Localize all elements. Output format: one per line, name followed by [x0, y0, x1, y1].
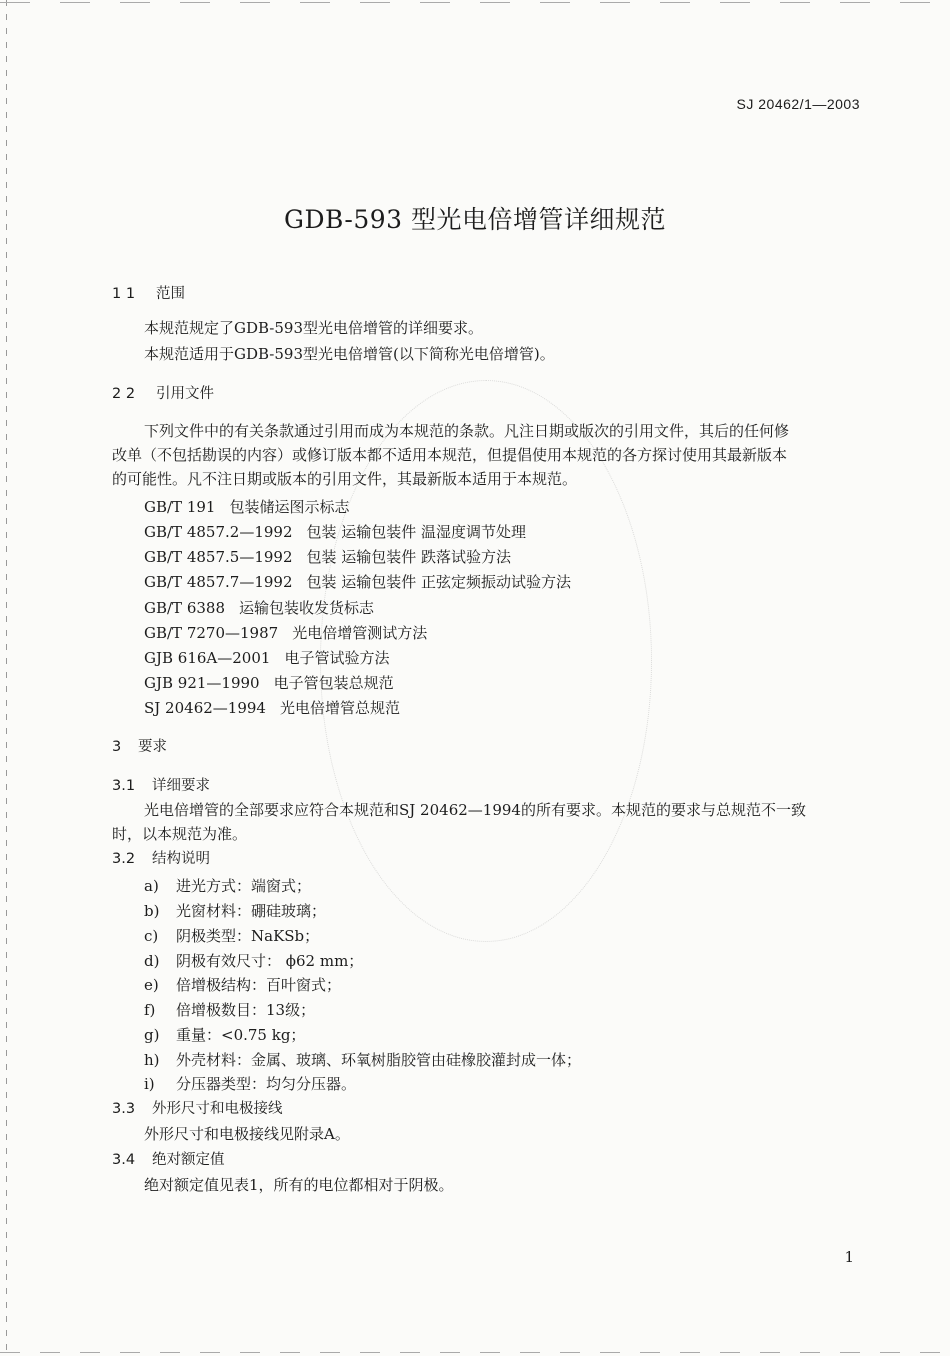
section-title: 外形尺寸和电极接线 [152, 1101, 283, 1117]
reference-title: 包装 运输包装件 正弦定频振动试验方法 [306, 573, 572, 591]
list-item [144, 1050, 581, 1070]
doc-code: SJ 20462/1—2003 [736, 96, 860, 112]
item-letter: b) [144, 902, 160, 920]
item-text: 倍增极结构：百叶窗式； [176, 976, 342, 994]
section-number: 3.2 [112, 851, 136, 867]
item-text: 重量：<0.75 kg； [176, 1026, 306, 1044]
section-number: 3 [112, 739, 122, 755]
paragraph: 本规范规定了GDB-593型光电倍增管的详细要求。 [144, 319, 484, 337]
section-title: 详细要求 [152, 778, 210, 794]
reference-item [144, 572, 571, 592]
reference-item [144, 547, 511, 567]
page-number: 1 [844, 1248, 854, 1266]
paragraph-line: 光电倍增管的全部要求应符合本规范和SJ 20462—1994的所有要求。本规范的要求与总规范不一致 [144, 801, 806, 819]
section-2-heading [112, 384, 214, 404]
section-title: 绝对额定值 [152, 1152, 225, 1168]
item-text: 进光方式：端窗式； [176, 877, 312, 895]
scan-edge-bottom [0, 1352, 950, 1353]
scan-edge-top [0, 2, 950, 3]
reference-code: GB/T 4857.5—1992 [144, 548, 293, 566]
item-text: 阴极类型：NaKSb； [176, 927, 320, 945]
list-item [144, 1074, 356, 1094]
item-text: 分压器类型：均匀分压器。 [176, 1075, 357, 1093]
paragraph-line: 的可能性。凡不注日期或版本的引用文件，其最新版本适用于本规范。 [112, 470, 578, 488]
section-number: 3.1 [112, 778, 136, 794]
reference-item [144, 673, 394, 693]
list-item [144, 1000, 315, 1020]
list-item [144, 926, 319, 946]
section-number: 2 2 [112, 386, 136, 402]
item-letter: g) [144, 1026, 160, 1044]
item-text: 阴极有效尺寸： ϕ62 mm； [176, 952, 364, 970]
page-title: GDB-593 型光电倍增管详细规范 [284, 205, 666, 234]
paragraph: 本规范适用于GDB-593型光电倍增管(以下简称光电倍增管)。 [144, 345, 555, 363]
reference-code: GJB 921—1990 [144, 674, 260, 692]
reference-code: GB/T 4857.7—1992 [144, 573, 293, 591]
reference-item [144, 648, 389, 668]
section-3-2-heading [112, 849, 210, 869]
section-title: 要求 [138, 739, 167, 755]
reference-item [144, 698, 400, 718]
reference-code: SJ 20462—1994 [144, 699, 266, 717]
reference-title: 光电倍增管总规范 [279, 699, 400, 717]
paragraph-line: 下列文件中的有关条款通过引用而成为本规范的条款。凡注日期或版次的引用文件，其后的任何修 [144, 422, 790, 440]
section-number: 3.4 [112, 1152, 136, 1168]
reference-title: 包装储运图示标志 [229, 498, 350, 516]
reference-title: 包装 运输包装件 跌落试验方法 [306, 548, 512, 566]
section-number: 1 1 [112, 286, 136, 302]
list-item [144, 876, 311, 896]
section-title: 结构说明 [152, 851, 210, 867]
item-letter: f) [144, 1001, 156, 1019]
section-title: 范围 [156, 286, 185, 302]
reference-item [144, 598, 374, 618]
item-letter: i) [144, 1075, 155, 1093]
reference-title: 包装 运输包装件 温湿度调节处理 [306, 523, 527, 541]
reference-item [144, 623, 427, 643]
section-3-4-heading [112, 1150, 225, 1170]
item-letter: h) [144, 1051, 160, 1069]
reference-title: 电子管试验方法 [284, 649, 390, 667]
item-text: 倍增极数目：13级； [176, 1001, 316, 1019]
reference-title: 光电倍增管测试方法 [292, 624, 428, 642]
reference-item [144, 522, 526, 542]
section-number: 3.3 [112, 1101, 136, 1117]
paragraph: 外形尺寸和电极接线见附录A。 [144, 1125, 350, 1143]
paragraph-line: 时，以本规范为准。 [112, 825, 248, 843]
item-text: 外壳材料：金属、玻璃、环氧树脂胶管由硅橡胶灌封成一体； [176, 1051, 582, 1069]
reference-code: GJB 616A—2001 [144, 649, 271, 667]
item-letter: e) [144, 976, 159, 994]
section-1-heading [112, 284, 185, 304]
reference-item [144, 497, 349, 517]
paragraph: 绝对额定值见表1，所有的电位都相对于阴极。 [144, 1176, 454, 1194]
reference-code: GB/T 191 [144, 498, 216, 516]
list-item [144, 975, 341, 995]
section-3-heading [112, 737, 167, 757]
section-title: 引用文件 [156, 386, 214, 402]
list-item [144, 1025, 305, 1045]
paragraph-line: 改单（不包括勘误的内容）或修订版本都不适用本规范，但提倡使用本规范的各方探讨使用其最新版本 [112, 446, 788, 464]
item-text: 光窗材料：硼硅玻璃； [176, 902, 327, 920]
list-item [144, 901, 326, 921]
reference-code: GB/T 7270—1987 [144, 624, 279, 642]
reference-title: 运输包装收发货标志 [239, 599, 375, 617]
reference-title: 电子管包装总规范 [273, 674, 394, 692]
reference-code: GB/T 4857.2—1992 [144, 523, 293, 541]
section-3-1-heading [112, 776, 210, 796]
item-letter: d) [144, 952, 160, 970]
item-letter: a) [144, 877, 159, 895]
section-3-3-heading [112, 1099, 283, 1119]
reference-code: GB/T 6388 [144, 599, 226, 617]
item-letter: c) [144, 927, 159, 945]
list-item [144, 951, 363, 971]
